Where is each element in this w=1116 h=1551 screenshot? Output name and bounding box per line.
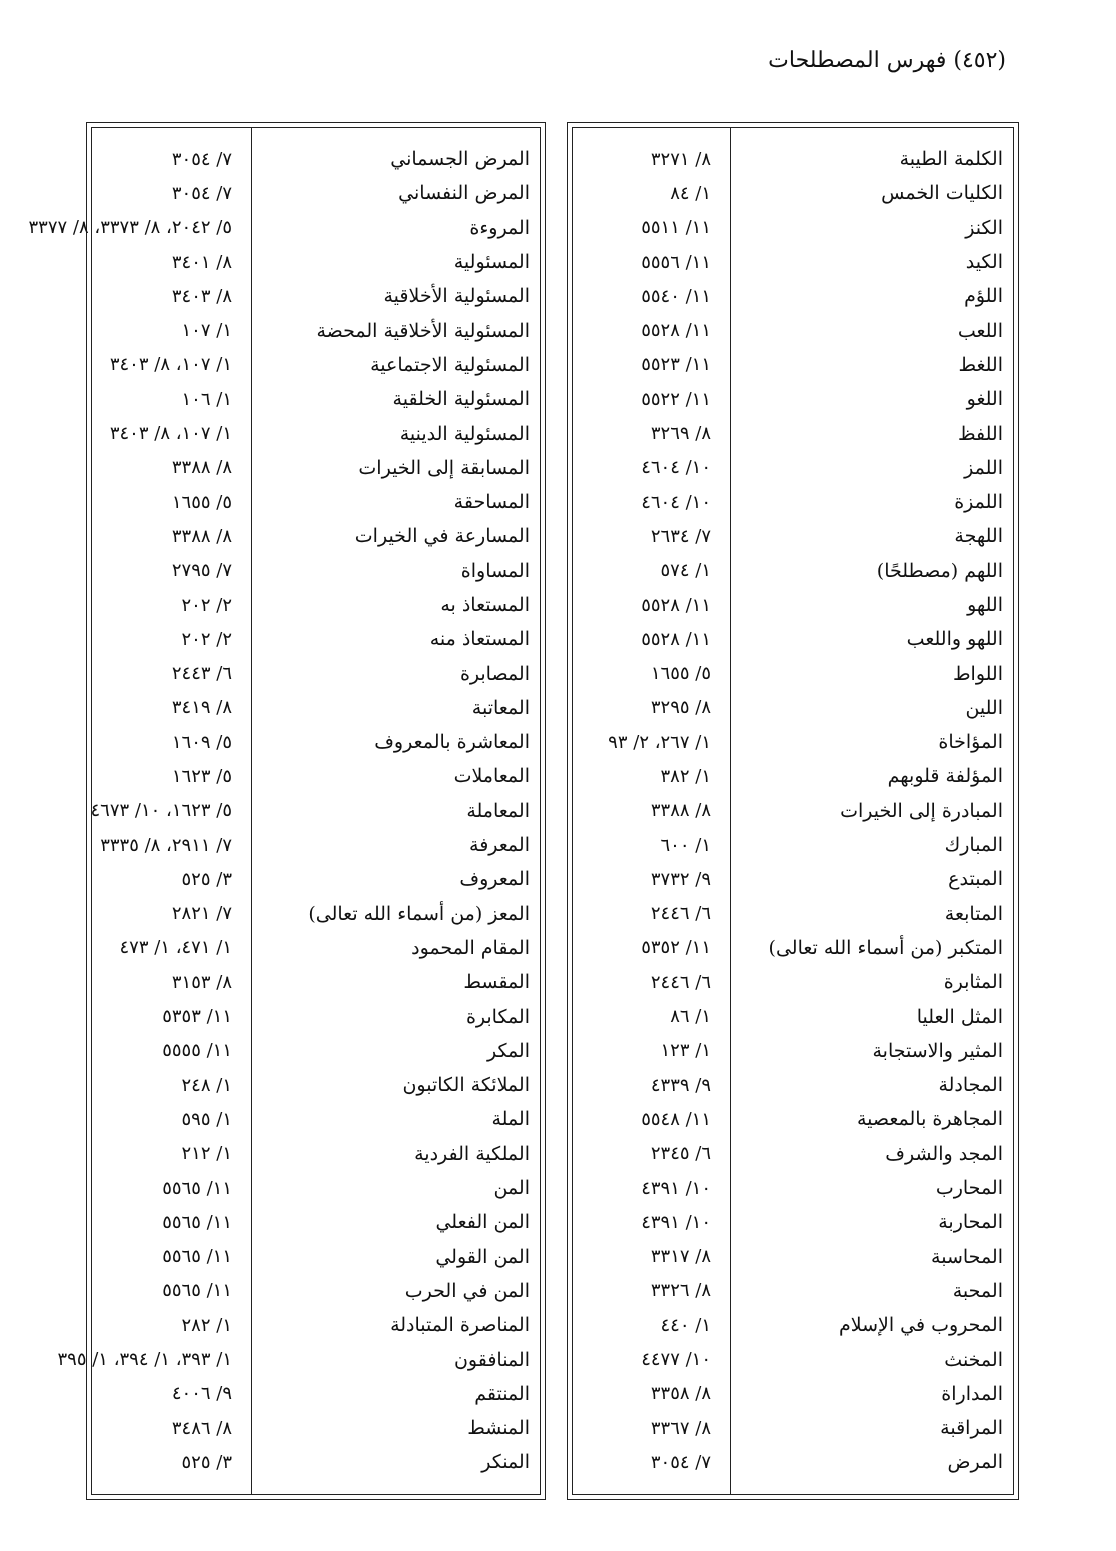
index-reference: ٨/ ٣٢٩٥ (650, 697, 711, 719)
index-term: الكيد (965, 251, 1003, 274)
index-entry (573, 1445, 1013, 1479)
index-entry (573, 519, 1013, 553)
index-entry (573, 382, 1013, 416)
index-entry (92, 1274, 540, 1308)
index-term: المسابقة إلى الخيرات (358, 456, 530, 479)
index-reference: ١/ ١٠٧ (181, 320, 232, 342)
index-reference: ١/ ١٠٦ (181, 388, 232, 410)
index-entry (573, 1137, 1013, 1171)
index-entry (92, 554, 540, 588)
index-entry (92, 176, 540, 210)
index-entry (573, 279, 1013, 313)
index-entry (92, 862, 540, 896)
index-term: المن (493, 1177, 530, 1200)
index-entry (573, 554, 1013, 588)
index-reference: ٦/ ٢٤٤٦ (650, 903, 711, 925)
index-term: المسئولية الأخلاقية (383, 285, 530, 308)
index-entry (92, 828, 540, 862)
index-reference: ٨/ ٣٢٦٩ (650, 423, 711, 445)
index-entry (92, 519, 540, 553)
index-reference: ٥/ ١٦٥٥ (171, 491, 232, 513)
index-reference: ١١/ ٥٥٢٢ (641, 388, 711, 410)
index-reference: ١١/ ٥٥٢٨ (641, 628, 711, 650)
index-term: اللؤم (964, 285, 1003, 308)
index-entry (573, 622, 1013, 656)
index-reference: ٩/ ٤٠٠٦ (171, 1383, 232, 1405)
index-term: اللعب (957, 319, 1003, 342)
index-term: المن القولي (435, 1245, 530, 1268)
index-entry (92, 1377, 540, 1411)
index-entry (573, 1034, 1013, 1068)
index-entry (573, 1102, 1013, 1136)
index-term: المنشط (467, 1417, 530, 1440)
index-term: الكنز (965, 216, 1003, 239)
index-entry (92, 279, 540, 313)
index-term: المتكبر (من أسماء الله تعالى) (768, 936, 1003, 959)
index-reference: ١/ ٨٤ (670, 182, 711, 204)
index-reference: ١١/ ٥٥٢٨ (641, 320, 711, 342)
index-entry (92, 897, 540, 931)
index-term: المرض الجسماني (390, 148, 530, 171)
index-term: المستعاذ منه (429, 628, 530, 651)
index-entry (573, 313, 1013, 347)
index-term: المنكر (481, 1451, 530, 1474)
index-entry (92, 931, 540, 965)
index-entry (57, 1342, 540, 1376)
index-reference: ٨/ ٣٤٠١ (171, 251, 232, 273)
index-reference: ١/ ٨٦ (670, 1006, 711, 1028)
index-reference: ١١/ ٥٥٤٨ (641, 1108, 711, 1130)
index-term: المبادرة إلى الخيرات (840, 799, 1003, 822)
index-entry (573, 999, 1013, 1033)
index-term: المعاتبة (471, 696, 530, 719)
index-reference: ٨/ ٣٤٨٦ (171, 1417, 232, 1439)
index-term: المبارك (944, 834, 1003, 857)
index-reference: ١١/ ٥٥٦٥ (162, 1246, 232, 1268)
index-reference: ١١/ ٥٥٦٥ (162, 1280, 232, 1302)
index-reference: ٩/ ٣٧٣٢ (650, 868, 711, 890)
index-term: المعاشرة بالمعروف (374, 731, 530, 754)
index-term: المراقبة (940, 1417, 1003, 1440)
index-reference: ٨/ ٣٣١٧ (650, 1246, 711, 1268)
index-reference: ٥/ ١٦٠٩ (171, 731, 232, 753)
index-term: المنافقون (453, 1348, 530, 1371)
index-entry (92, 1102, 540, 1136)
index-entry (92, 965, 540, 999)
index-term: اللهم (مصطلحًا) (876, 559, 1003, 582)
index-term: المحاربة (938, 1211, 1003, 1234)
index-reference: ١/ ٢٤٨ (181, 1074, 232, 1096)
index-reference: ١/ ١٠٧، ٨/ ٣٤٠٣ (109, 423, 232, 445)
index-reference: ٧/ ٢٨٢١ (171, 903, 232, 925)
index-reference: ١/ ٥٧٤ (660, 560, 711, 582)
index-entry (573, 348, 1013, 382)
index-entry (573, 1377, 1013, 1411)
index-entry (573, 1411, 1013, 1445)
index-term: المعرفة (469, 834, 530, 857)
index-list-right (573, 142, 1013, 1480)
index-entry (92, 999, 540, 1033)
index-term: المقام المحمود (411, 936, 530, 959)
index-term: المصابرة (459, 662, 530, 685)
index-entry (573, 794, 1013, 828)
index-entry (92, 1171, 540, 1205)
index-term: المحارب (935, 1177, 1003, 1200)
index-entry (573, 211, 1013, 245)
index-reference: ٧/ ٢٧٩٥ (171, 560, 232, 582)
index-term: المخنث (944, 1348, 1003, 1371)
index-reference: ١١/ ٥٥٢٨ (641, 594, 711, 616)
index-term: المكابرة (465, 1005, 530, 1028)
index-entry (92, 794, 540, 828)
index-reference: ٥/ ٢٠٤٢، ٨/ ٣٣٧٣، ٨/ ٣٣٧٧ (28, 217, 232, 239)
index-entry (573, 588, 1013, 622)
index-entry (573, 1171, 1013, 1205)
index-entry (92, 142, 540, 176)
index-entry (92, 691, 540, 725)
index-term: المداراة (941, 1382, 1003, 1405)
index-entry (92, 382, 540, 416)
index-entry (573, 759, 1013, 793)
index-reference: ٨/ ٣٤٠٣ (171, 285, 232, 307)
index-entry (573, 485, 1013, 519)
index-reference: ١/ ٢٨٢ (181, 1314, 232, 1336)
index-reference: ٣/ ٥٢٥ (181, 868, 232, 890)
index-term: المثير والاستجابة (872, 1039, 1003, 1062)
index-term: المناصرة المتبادلة (390, 1314, 530, 1337)
index-entry (573, 1068, 1013, 1102)
index-term: المسئولية (453, 251, 530, 274)
index-reference: ١/ ٣٩٣، ١/ ٣٩٤، ١/ ٣٩٥ (57, 1349, 232, 1371)
index-term: المسئولية الخلقية (392, 388, 530, 411)
index-reference: ٣/ ٥٢٥ (181, 1451, 232, 1473)
index-reference: ٩/ ٤٣٣٩ (650, 1074, 711, 1096)
index-reference: ١١/ ٥٥٤٠ (641, 285, 711, 307)
index-column-right (567, 122, 1019, 1500)
index-term: المؤلفة قلوبهم (887, 765, 1003, 788)
index-entry (92, 1445, 540, 1479)
index-term: المسئولية الدينية (399, 422, 530, 445)
index-entry (573, 656, 1013, 690)
index-entry (573, 691, 1013, 725)
index-column-left (28, 122, 546, 1500)
index-reference: ١١/ ٥٣٥٣ (162, 1006, 232, 1028)
index-entry (573, 245, 1013, 279)
index-reference: ٨/ ٣٣٥٨ (650, 1383, 711, 1405)
index-reference: ٨/ ٣٢٧١ (650, 148, 711, 170)
index-term: اللهو (967, 594, 1003, 616)
index-reference: ١١/ ٥٥١١ (641, 217, 711, 239)
index-entry (92, 1411, 540, 1445)
index-entry (92, 313, 540, 347)
index-entry (573, 1274, 1013, 1308)
index-reference: ٨/ ٣٣٨٨ (171, 457, 232, 479)
index-reference: ٨/ ٣٣٨٨ (171, 525, 232, 547)
index-reference: ١/ ١٢٣ (660, 1040, 711, 1062)
index-term: اللمزة (954, 491, 1003, 514)
index-term: اللفظ (957, 422, 1003, 445)
index-term: المؤاخاة (938, 731, 1003, 754)
index-term: المثل العليا (916, 1005, 1003, 1028)
index-term: المن الفعلي (435, 1211, 530, 1234)
index-reference: ١٠/ ٤٣٩١ (641, 1211, 711, 1233)
index-reference: ١٠/ ٤٣٩١ (641, 1177, 711, 1199)
index-entry (92, 451, 540, 485)
index-term: المجاهرة بالمعصية (856, 1108, 1003, 1131)
index-term: المستعاذ به (440, 594, 530, 616)
index-reference: ١/ ٦٠٠ (660, 834, 711, 856)
page-number: (٤٥٢) (953, 48, 1006, 73)
page-header (768, 48, 1006, 73)
index-reference: ١١/ ٥٥٢٣ (641, 354, 711, 376)
index-reference: ٢/ ٢٠٢ (181, 628, 232, 650)
index-reference: ٨/ ٣٤١٩ (171, 697, 232, 719)
index-reference: ٧/ ٣٠٥٤ (650, 1451, 711, 1473)
index-term: الكليات الخمس (881, 182, 1003, 205)
index-entry (92, 348, 540, 382)
index-entry (92, 1205, 540, 1239)
index-entry (92, 759, 540, 793)
index-term: اللين (965, 696, 1003, 719)
index-entry (573, 965, 1013, 999)
index-entry (92, 1068, 540, 1102)
index-entry (92, 1240, 540, 1274)
index-reference: ٨/ ٣٣٨٨ (650, 800, 711, 822)
index-term: المرض النفساني (398, 182, 530, 205)
index-term: المسئولية الاجتماعية (370, 353, 530, 376)
index-entry (92, 656, 540, 690)
index-reference: ٥/ ١٦٢٣، ١٠/ ٤٦٧٣ (90, 800, 232, 822)
index-reference: ٢/ ٢٠٢ (181, 594, 232, 616)
index-entry (573, 725, 1013, 759)
index-reference: ١/ ٤٧١، ١/ ٤٧٣ (119, 937, 232, 959)
index-term: المرض (947, 1451, 1003, 1474)
index-term: المحاسبة (931, 1245, 1003, 1268)
page-title: فهرس المصطلحات (768, 48, 947, 73)
index-entry (92, 588, 540, 622)
index-reference: ٥/ ١٦٥٥ (650, 663, 711, 685)
index-entry (573, 142, 1013, 176)
index-term: المعاملات (453, 765, 530, 788)
index-term: المحبة (952, 1279, 1003, 1302)
index-reference: ٨/ ٣٣٢٦ (650, 1280, 711, 1302)
index-reference: ١/ ٢١٢ (181, 1143, 232, 1165)
index-entry (573, 1240, 1013, 1274)
index-reference: ٧/ ٣٠٥٤ (171, 148, 232, 170)
index-term: المجد والشرف (885, 1142, 1003, 1165)
index-term: المتابعة (944, 902, 1003, 925)
index-entry (573, 1342, 1013, 1376)
index-entry (28, 211, 540, 245)
index-term: الكلمة الطيبة (899, 148, 1003, 171)
index-reference: ١١/ ٥٥٦٥ (162, 1177, 232, 1199)
index-reference: ٧/ ٢٦٣٤ (650, 525, 711, 547)
index-entry (573, 451, 1013, 485)
index-reference: ٦/ ٢٤٤٣ (171, 663, 232, 685)
index-reference: ٦/ ٢٣٤٥ (650, 1143, 711, 1165)
index-term: اللهو واللعب (906, 628, 1003, 651)
index-entry (573, 176, 1013, 210)
index-term: المنتقم (474, 1382, 530, 1405)
index-term: الملائكة الكاتبون (402, 1074, 530, 1097)
index-entry (92, 245, 540, 279)
index-reference: ١١/ ٥٥٥٥ (162, 1040, 232, 1062)
index-term: المكر (486, 1039, 530, 1062)
index-term: المعروف (459, 868, 530, 891)
index-term: المحروب في الإسلام (839, 1314, 1003, 1337)
index-entry (573, 828, 1013, 862)
index-reference: ١/ ٢٦٧، ٢/ ٩٣ (608, 731, 711, 753)
index-entry (92, 1308, 540, 1342)
index-entry (92, 622, 540, 656)
index-reference: ١٠/ ٤٦٠٤ (641, 491, 711, 513)
index-entry (92, 725, 540, 759)
index-term: اللغط (958, 353, 1003, 376)
index-term: المساواة (460, 559, 530, 582)
index-entry (573, 931, 1013, 965)
index-reference: ٥/ ١٦٢٣ (171, 765, 232, 787)
index-term: المقسط (463, 971, 530, 994)
index-reference: ١/ ١٠٧، ٨/ ٣٤٠٣ (109, 354, 232, 376)
index-reference: ٨/ ٣١٥٣ (171, 971, 232, 993)
index-term: اللهجة (954, 525, 1003, 548)
index-list-left (28, 142, 540, 1480)
index-term: الملة (491, 1108, 530, 1131)
index-reference: ١١/ ٥٥٦٥ (162, 1211, 232, 1233)
index-entry (573, 862, 1013, 896)
index-entry (92, 1137, 540, 1171)
index-reference: ١٠/ ٤٦٠٤ (641, 457, 711, 479)
index-term: المسئولية الأخلاقية المحضة (316, 319, 530, 342)
index-reference: ١/ ٥٩٥ (181, 1108, 232, 1130)
index-term: المعاملة (466, 799, 530, 822)
index-reference: ٧/ ٣٠٥٤ (171, 182, 232, 204)
index-reference: ١/ ٤٤٠ (660, 1314, 711, 1336)
index-term: المجادلة (938, 1074, 1003, 1097)
index-reference: ١٠/ ٤٤٧٧ (641, 1349, 711, 1371)
index-reference: ٦/ ٢٤٤٦ (650, 971, 711, 993)
index-entry (573, 1205, 1013, 1239)
index-entry (573, 897, 1013, 931)
index-term: الملكية الفردية (414, 1142, 530, 1165)
index-reference: ١١/ ٥٥٥٦ (641, 251, 711, 273)
index-term: المبتدع (948, 868, 1003, 891)
index-term: المن في الحرب (404, 1279, 530, 1302)
index-term: اللواط (952, 662, 1003, 685)
index-reference: ٧/ ٢٩١١، ٨/ ٣٣٣٥ (100, 834, 232, 856)
index-entry (92, 1034, 540, 1068)
index-term: اللمز (964, 456, 1003, 479)
index-reference: ٨/ ٣٣٦٧ (650, 1417, 711, 1439)
index-term: المساحقة (453, 491, 530, 514)
index-entry (92, 485, 540, 519)
index-reference: ١/ ٣٨٢ (660, 765, 711, 787)
index-term: المسارعة في الخيرات (354, 525, 530, 548)
index-term: المعز (من أسماء الله تعالى) (308, 902, 530, 925)
index-reference: ١١/ ٥٣٥٢ (641, 937, 711, 959)
index-entry (92, 416, 540, 450)
index-term: اللغو (966, 388, 1003, 411)
index-entry (573, 416, 1013, 450)
index-entry (573, 1308, 1013, 1342)
index-term: المروءة (469, 216, 530, 239)
index-term: المثابرة (943, 971, 1003, 994)
